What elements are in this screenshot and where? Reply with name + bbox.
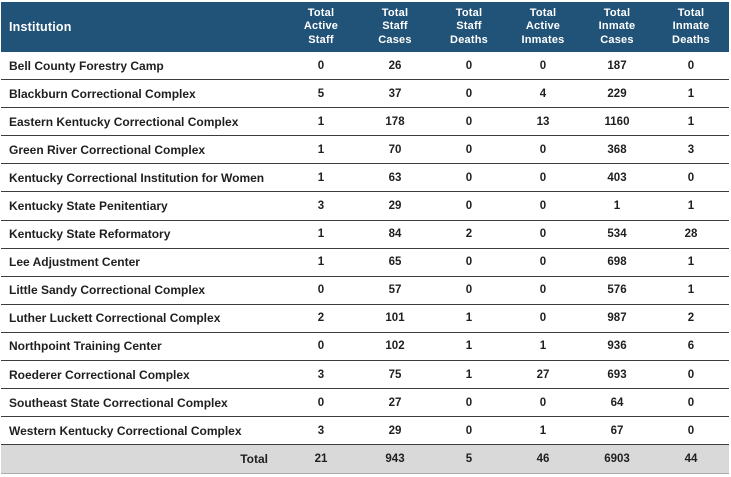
value-cell: 3 xyxy=(687,143,695,156)
value-cell: 1 xyxy=(465,340,473,353)
value-cell: 1 xyxy=(317,171,325,184)
institution-cell: Roederer Correctional Complex xyxy=(9,367,190,382)
value-cell: 0 xyxy=(317,396,325,409)
value-cell: 0 xyxy=(539,228,547,241)
institution-cell: Luther Luckett Correctional Complex xyxy=(9,311,221,326)
value-cell: 28 xyxy=(684,228,698,241)
value-cell: 102 xyxy=(385,340,405,353)
value-cell: 0 xyxy=(465,396,473,409)
value-cell: 1 xyxy=(317,143,325,156)
header-line: Deaths xyxy=(450,33,488,46)
table-row xyxy=(1,333,729,361)
table-row xyxy=(1,80,729,108)
value-cell: 27 xyxy=(536,368,550,381)
total-value-cell: 46 xyxy=(536,453,550,466)
value-cell: 1 xyxy=(613,200,621,213)
value-cell: 4 xyxy=(539,87,547,100)
value-cell: 2 xyxy=(465,228,473,241)
value-cell: 0 xyxy=(465,284,473,297)
table-row xyxy=(1,249,729,277)
header-line: Total xyxy=(455,6,483,19)
value-cell: 698 xyxy=(607,256,627,269)
value-cell: 187 xyxy=(607,59,627,72)
value-cell: 64 xyxy=(610,396,624,409)
institution-cell: Kentucky State Penitentiary xyxy=(9,199,168,214)
value-cell: 368 xyxy=(607,143,627,156)
value-cell: 37 xyxy=(388,87,402,100)
table-row xyxy=(1,108,729,136)
value-cell: 1 xyxy=(687,87,695,100)
value-cell: 0 xyxy=(317,284,325,297)
institution-cell: Bell County Forestry Camp xyxy=(9,58,164,73)
value-cell: 0 xyxy=(539,284,547,297)
value-cell: 63 xyxy=(388,171,402,184)
value-cell: 65 xyxy=(388,256,402,269)
value-cell: 0 xyxy=(317,59,325,72)
value-cell: 3 xyxy=(317,200,325,213)
table-row xyxy=(1,389,729,417)
value-cell: 101 xyxy=(385,312,405,325)
value-cell: 0 xyxy=(465,256,473,269)
value-cell: 0 xyxy=(687,368,695,381)
value-cell: 936 xyxy=(607,340,627,353)
value-cell: 0 xyxy=(539,312,547,325)
table-row xyxy=(1,417,729,445)
header-line: Active xyxy=(525,20,561,33)
value-cell: 0 xyxy=(539,143,547,156)
header-line: Total xyxy=(603,6,631,19)
value-cell: 75 xyxy=(388,368,402,381)
value-cell: 0 xyxy=(539,256,547,269)
value-cell: 1 xyxy=(687,256,695,269)
table-row xyxy=(1,192,729,220)
header-line: Inmates xyxy=(521,33,565,46)
column-header-total-inmate-deaths xyxy=(654,2,728,52)
value-cell: 57 xyxy=(388,284,402,297)
value-cell: 13 xyxy=(536,115,550,128)
value-cell: 178 xyxy=(385,115,405,128)
value-cell: 84 xyxy=(388,228,402,241)
value-cell: 0 xyxy=(539,396,547,409)
value-cell: 229 xyxy=(607,87,627,100)
value-cell: 3 xyxy=(317,424,325,437)
institution-cell: Northpoint Training Center xyxy=(9,339,162,354)
total-value-cell: 5 xyxy=(465,453,473,466)
value-cell: 1 xyxy=(317,228,325,241)
column-header-total-active-inmates xyxy=(506,2,580,52)
institution-cell: Little Sandy Correctional Complex xyxy=(9,283,206,298)
value-cell: 0 xyxy=(465,424,473,437)
value-cell: 3 xyxy=(317,368,325,381)
value-cell: 1 xyxy=(539,340,547,353)
value-cell: 0 xyxy=(465,115,473,128)
total-row xyxy=(1,445,729,474)
institutions-covid-table xyxy=(1,2,729,474)
value-cell: 27 xyxy=(388,396,402,409)
institution-cell: Kentucky State Reformatory xyxy=(9,227,171,242)
value-cell: 1 xyxy=(465,368,473,381)
institution-cell: Kentucky Correctional Institution for Women xyxy=(9,170,265,185)
value-cell: 29 xyxy=(388,200,402,213)
table-row xyxy=(1,221,729,249)
header-line: Active xyxy=(303,20,339,33)
value-cell: 1 xyxy=(539,424,547,437)
column-header-total-inmate-cases xyxy=(580,2,654,52)
table-row xyxy=(1,305,729,333)
table-row xyxy=(1,164,729,192)
header-line: Total xyxy=(307,6,335,19)
column-header-institution: Institution xyxy=(9,20,72,34)
total-value-cell: 21 xyxy=(314,453,328,466)
institution-cell: Lee Adjustment Center xyxy=(9,255,140,270)
value-cell: 6 xyxy=(687,340,695,353)
header-line: Total xyxy=(677,6,705,19)
value-cell: 1 xyxy=(687,115,695,128)
header-line: Deaths xyxy=(672,33,710,46)
header-line: Staff xyxy=(382,20,408,33)
table-row xyxy=(1,52,729,80)
value-cell: 0 xyxy=(687,171,695,184)
header-line: Cases xyxy=(378,33,412,46)
total-value-cell: 943 xyxy=(385,453,405,466)
value-cell: 2 xyxy=(687,312,695,325)
total-value-cell: 6903 xyxy=(604,453,630,466)
value-cell: 534 xyxy=(607,228,627,241)
value-cell: 5 xyxy=(317,87,325,100)
value-cell: 1 xyxy=(687,284,695,297)
value-cell: 0 xyxy=(317,340,325,353)
value-cell: 0 xyxy=(539,59,547,72)
value-cell: 987 xyxy=(607,312,627,325)
value-cell: 403 xyxy=(607,171,627,184)
header-line: Inmate xyxy=(672,20,710,33)
column-header-total-staff-cases xyxy=(358,2,432,52)
institution-cell: Blackburn Correctional Complex xyxy=(9,86,196,101)
header-line: Cases xyxy=(600,33,634,46)
value-cell: 0 xyxy=(687,396,695,409)
total-value-cell: 44 xyxy=(684,453,698,466)
value-cell: 1160 xyxy=(604,115,630,128)
institution-cell: Western Kentucky Correctional Complex xyxy=(9,423,242,438)
value-cell: 0 xyxy=(539,200,547,213)
value-cell: 693 xyxy=(607,368,627,381)
value-cell: 29 xyxy=(388,424,402,437)
value-cell: 1 xyxy=(465,312,473,325)
header-line: Staff xyxy=(308,33,334,46)
header-line: Staff xyxy=(456,20,482,33)
value-cell: 0 xyxy=(687,59,695,72)
table-header-row xyxy=(1,2,729,52)
table-row xyxy=(1,277,729,305)
value-cell: 0 xyxy=(539,171,547,184)
value-cell: 67 xyxy=(610,424,624,437)
column-header-total-active-staff xyxy=(284,2,358,52)
value-cell: 0 xyxy=(465,59,473,72)
institution-cell: Green River Correctional Complex xyxy=(9,142,206,157)
table-row xyxy=(1,136,729,164)
institution-cell: Southeast State Correctional Complex xyxy=(9,395,228,410)
value-cell: 1 xyxy=(687,200,695,213)
value-cell: 0 xyxy=(687,424,695,437)
value-cell: 576 xyxy=(607,284,627,297)
table-row xyxy=(1,361,729,389)
value-cell: 1 xyxy=(317,115,325,128)
total-label: Total xyxy=(240,452,268,467)
value-cell: 0 xyxy=(465,87,473,100)
value-cell: 1 xyxy=(317,256,325,269)
value-cell: 2 xyxy=(317,312,325,325)
header-line: Total xyxy=(529,6,557,19)
value-cell: 70 xyxy=(388,143,402,156)
header-line: Total xyxy=(381,6,409,19)
value-cell: 0 xyxy=(465,171,473,184)
value-cell: 0 xyxy=(465,143,473,156)
column-header-total-staff-deaths xyxy=(432,2,506,52)
institution-cell: Eastern Kentucky Correctional Complex xyxy=(9,114,239,129)
header-line: Inmate xyxy=(598,20,636,33)
value-cell: 0 xyxy=(465,200,473,213)
value-cell: 26 xyxy=(388,59,402,72)
